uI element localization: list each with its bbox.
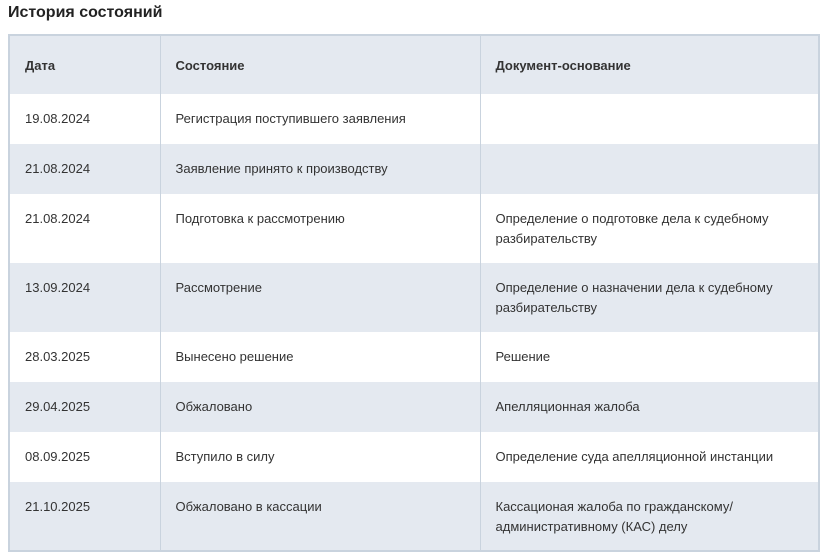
cell-document: Апелляционная жалоба [480, 382, 819, 432]
cell-date: 21.08.2024 [9, 194, 160, 263]
cell-date: 21.10.2025 [9, 482, 160, 551]
table-row [9, 482, 819, 551]
cell-date: 29.04.2025 [9, 382, 160, 432]
table-row [9, 263, 819, 332]
cell-state: Заявление принято к производству [160, 144, 480, 194]
cell-document: Решение [480, 332, 819, 382]
table-row [9, 382, 819, 432]
table-header-row [9, 35, 819, 94]
cell-document: Определение о подготовке дела к судебному разбирательству [480, 194, 819, 263]
cell-state: Обжаловано [160, 382, 480, 432]
cell-state: Вынесено решение [160, 332, 480, 382]
cell-state: Регистрация поступившего заявления [160, 94, 480, 144]
status-history-table [8, 34, 820, 552]
cell-date: 21.08.2024 [9, 144, 160, 194]
table-row [9, 144, 819, 194]
cell-state: Рассмотрение [160, 263, 480, 332]
cell-document [480, 144, 819, 194]
cell-date: 19.08.2024 [9, 94, 160, 144]
column-header-document: Документ-основание [480, 35, 819, 94]
column-header-date: Дата [9, 35, 160, 94]
cell-date: 28.03.2025 [9, 332, 160, 382]
cell-date: 13.09.2024 [9, 263, 160, 332]
cell-document: Определение суда апелляционной инстанции [480, 432, 819, 482]
column-header-state: Состояние [160, 35, 480, 94]
cell-date: 08.09.2025 [9, 432, 160, 482]
cell-state: Подготовка к рассмотрению [160, 194, 480, 263]
table-row [9, 332, 819, 382]
cell-state: Обжаловано в кассации [160, 482, 480, 551]
table-row [9, 94, 819, 144]
cell-document [480, 94, 819, 144]
table-row [9, 194, 819, 263]
table-row [9, 432, 819, 482]
cell-document: Кассационая жалоба по гражданскому/ административному (КАС) делу [480, 482, 819, 551]
cell-state: Вступило в силу [160, 432, 480, 482]
page-title: История состояний [8, 4, 163, 21]
cell-document: Определение о назначении дела к судебному разбирательству [480, 263, 819, 332]
